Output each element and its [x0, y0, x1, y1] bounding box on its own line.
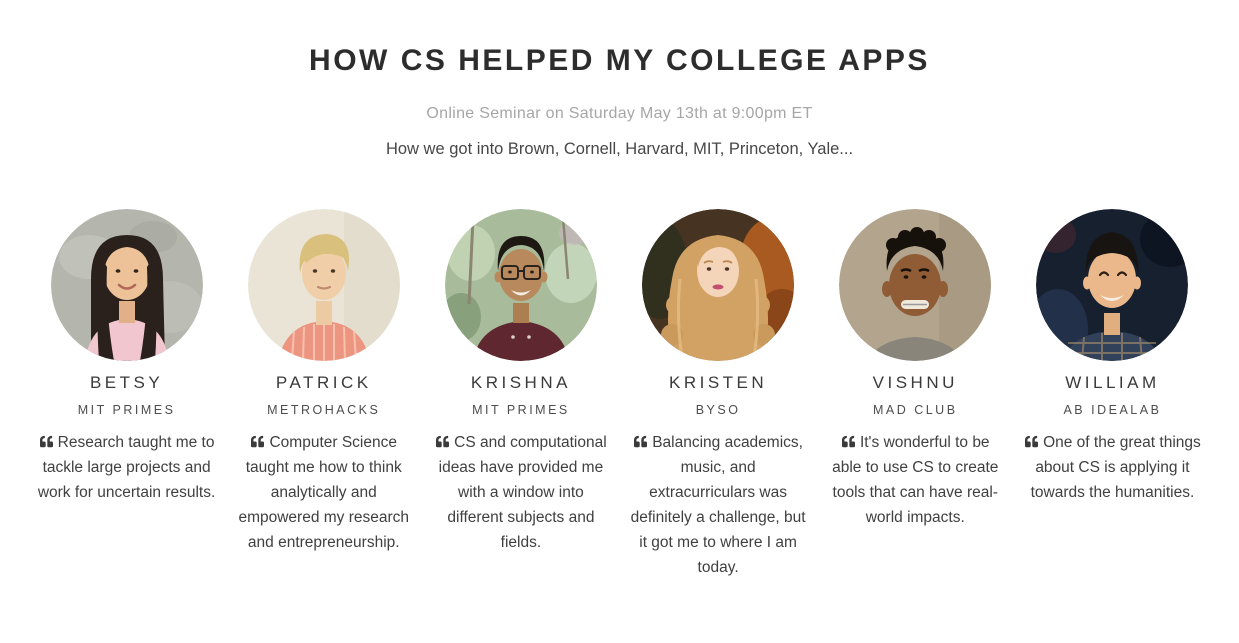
person-card-vishnu [817, 209, 1014, 580]
kristen-photo [642, 209, 794, 361]
person-name: KRISTEN [668, 373, 768, 392]
person-quote [1022, 430, 1203, 505]
person-organization: METROHACKS [267, 403, 381, 417]
patrick-photo [248, 209, 400, 361]
person-card-krishna [422, 209, 619, 580]
quote-left-icon [39, 430, 54, 455]
seminar-date-subtitle: Online Seminar on Saturday May 13th at 9:00pm ET [426, 105, 813, 122]
person-organization: MAD CLUB [872, 403, 958, 417]
person-organization: MIT PRIMES [77, 403, 176, 417]
person-card-betsy [28, 209, 225, 580]
seminar-header [0, 0, 1239, 159]
quote-text: Computer Science taught me how to think analytically and empowered my research and entrepreneurship. [238, 434, 410, 551]
testimonials-row [0, 209, 1239, 580]
person-quote [36, 430, 217, 505]
vishnu-photo [839, 209, 991, 361]
person-organization: BYSO [695, 403, 741, 417]
person-name: KRISHNA [470, 373, 571, 392]
quote-text: It's wonderful to be able to use CS to create tools that can have real-world impacts. [832, 434, 999, 526]
quote-text: Research taught me to tackle large projects and work for uncertain results. [37, 434, 216, 501]
quote-left-icon [841, 430, 856, 455]
quote-left-icon [633, 430, 648, 455]
quote-left-icon [1024, 430, 1039, 455]
person-card-william [1014, 209, 1211, 580]
quote-left-icon [250, 430, 265, 455]
person-quote [430, 430, 611, 555]
quote-text: One of the great things about CS is applying it towards the humanities. [1030, 434, 1201, 501]
person-card-patrick [225, 209, 422, 580]
person-name: PATRICK [275, 373, 372, 392]
colleges-tagline: How we got into Brown, Cornell, Harvard, MIT, Princeton, Yale... [385, 140, 854, 158]
quote-left-icon [435, 430, 450, 455]
person-name: WILLIAM [1065, 373, 1160, 392]
person-card-kristen [620, 209, 817, 580]
person-quote [628, 430, 809, 580]
william-photo [1036, 209, 1188, 361]
betsy-photo [51, 209, 203, 361]
quote-text: CS and computational ideas have provided me with a window into different subjects and fields. [438, 434, 607, 551]
person-organization: AB IDEALAB [1063, 403, 1162, 417]
krishna-photo [445, 209, 597, 361]
person-name: VISHNU [872, 373, 958, 392]
page-title: HOW CS HELPED MY COLLEGE APPS [309, 44, 930, 77]
person-name: BETSY [89, 373, 164, 392]
person-quote [825, 430, 1006, 530]
person-organization: MIT PRIMES [472, 403, 570, 417]
person-quote [233, 430, 414, 555]
quote-text: Balancing academics, music, and extracurriculars was definitely a challenge, but it got me to where I am today. [630, 434, 806, 576]
